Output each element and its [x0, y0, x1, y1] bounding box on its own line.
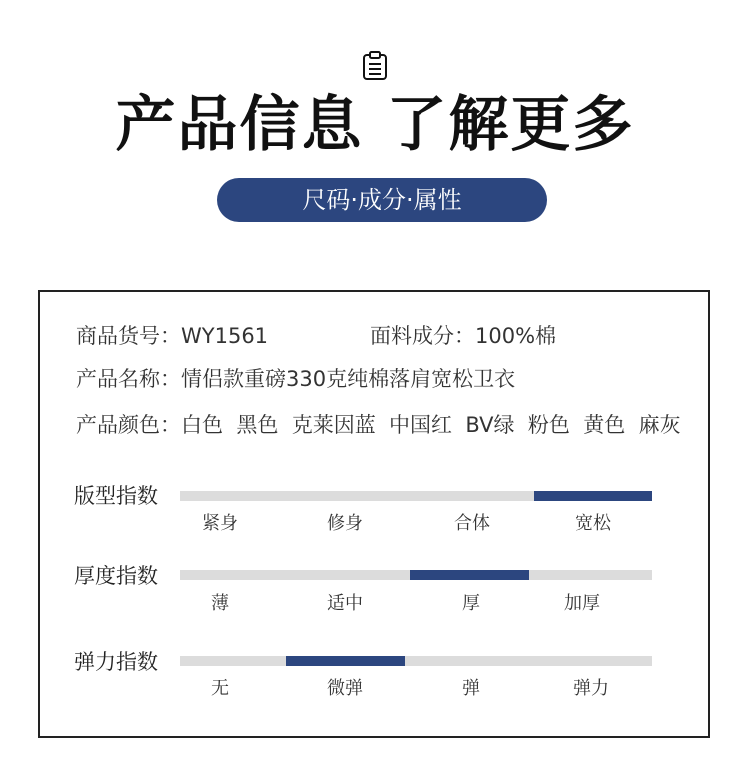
fit-option-loose: 宽松	[575, 513, 611, 534]
elasticity-option-elastic: 弹	[462, 678, 480, 699]
thickness-index-track	[180, 570, 652, 580]
product-name-line	[76, 364, 515, 394]
thickness-option-thin: 薄	[211, 593, 229, 614]
thickness-option-medium: 适中	[327, 593, 363, 614]
elasticity-index-title: 弹力指数	[74, 650, 158, 674]
fit-index-fill	[534, 491, 652, 501]
product-info-box	[38, 290, 710, 738]
product-name-label: 产品名称：	[76, 367, 181, 391]
elasticity-option-none: 无	[211, 678, 229, 699]
page-title: 产品信息 了解更多	[115, 90, 635, 160]
fabric-line	[370, 321, 556, 351]
item-number-line	[76, 321, 268, 351]
fabric-value: 100%棉	[475, 324, 557, 348]
product-name-value: 情侣款重磅330克纯棉落肩宽松卫衣	[181, 367, 516, 391]
item-number-label: 商品货号：	[76, 324, 181, 348]
thickness-option-extra-thick: 加厚	[564, 593, 600, 614]
fit-option-regular: 合体	[454, 513, 490, 534]
product-colors-line	[76, 410, 681, 440]
clipboard-icon	[362, 51, 388, 81]
fit-option-tight: 紧身	[202, 513, 238, 534]
elasticity-index-track	[180, 656, 652, 666]
thickness-index-title: 厚度指数	[74, 564, 158, 588]
section-pill-label: 尺码·成分·属性	[217, 178, 547, 222]
elasticity-option-slight: 微弹	[327, 678, 363, 699]
thickness-option-thick: 厚	[462, 593, 480, 614]
elasticity-option-high: 弹力	[573, 678, 609, 699]
fit-option-slim: 修身	[327, 513, 363, 534]
product-colors-label: 产品颜色：	[76, 413, 181, 437]
elasticity-index-fill	[286, 656, 405, 666]
product-colors-value: 白色 黑色 克莱因蓝 中国红 BV绿 粉色 黄色 麻灰	[181, 413, 681, 437]
fit-index-title: 版型指数	[74, 484, 158, 508]
fit-index-track	[180, 491, 652, 501]
fabric-label: 面料成分：	[370, 324, 475, 348]
thickness-index-fill	[410, 570, 529, 580]
item-number-value: WY1561	[181, 324, 269, 348]
